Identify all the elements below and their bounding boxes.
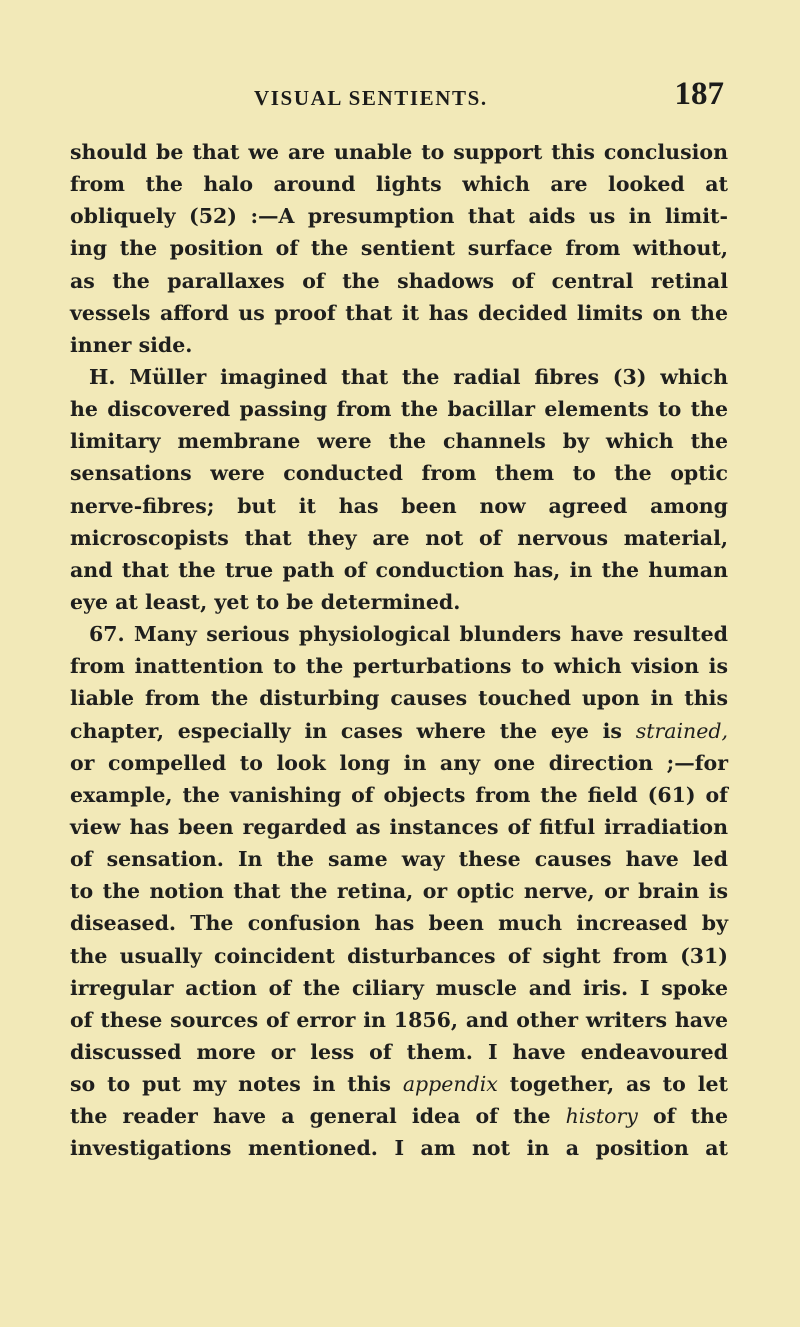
text-line: obliquely (52) :—A presumption that aids us in limit- [70,204,728,229]
text-line: ing the position of the sentient surface from without, [70,236,728,261]
text-line: from the halo around lights which are looked at [70,172,728,197]
text-line-content: 67. Many serious physiological blunders have resulted [89,622,728,647]
text-line: nerve-fibres; but it has been now agreed among [70,493,728,518]
text-line: limitary membrane were the channels by which the [70,429,728,454]
text-line: sensations were conducted from them to the optic [70,461,728,486]
text-line: should be that we are unable to support this conclusion [70,140,728,164]
text-line-indented [70,618,728,650]
text-line: of these sources of error in 1856, and other writers have [70,1007,728,1032]
text-segment: the reader have a general idea of the [70,1104,566,1129]
italic-word: strained, [635,718,728,743]
text-line: vessels afford us proof that it has decided limits on the [70,300,728,325]
italic-word: history [565,1104,638,1129]
text-line: discussed more or less of them. I have endeavoured [70,1039,728,1064]
text-line: diseased. The confusion has been much increased by [70,911,728,936]
text-line: example, the vanishing of objects from the field (61) of [70,782,728,807]
text-line [70,1100,728,1132]
text-line: from inattention to the perturbations to which vision is [70,654,728,679]
text-line: investigations mentioned. I am not in a position at [70,1136,728,1161]
text-line-indented [70,361,728,393]
text-line: as the parallaxes of the shadows of central retinal [70,268,728,293]
text-line: of sensation. In the same way these causes have led [70,847,728,872]
text-line: he discovered passing from the bacillar elements to the [70,397,728,422]
text-line: or compelled to look long in any one direction ;—for [70,750,728,775]
text-line: microscopists that they are not of nervous material, [70,525,728,550]
text-segment: so to put my notes in this [70,1072,403,1097]
text-line: inner side. [70,332,193,357]
text-line: irregular action of the ciliary muscle and iris. I spoke [70,975,728,1000]
text-segment: of the [637,1104,728,1129]
text-segment: together, as to let [497,1072,728,1097]
text-line: the usually coincident disturbances of sight from (31) [70,943,728,968]
text-segment: chapter, especially in cases where the eye is [70,718,636,743]
text-line: liable from the disturbing causes touched upon in this [70,686,728,711]
page-header [254,76,724,112]
text-line [70,1068,728,1100]
text-line: and that the true path of conduction has, in the human [70,557,728,582]
running-title: VISUAL SENTIENTS. [254,86,488,110]
text-line: view has been regarded as instances of fitful irradiation [70,814,728,839]
body-text [70,136,728,1165]
page-number: 187 [674,76,724,112]
text-line: to the notion that the retina, or optic nerve, or brain is [70,879,728,904]
text-line: eye at least, yet to be determined. [70,589,461,614]
text-line [70,715,728,747]
italic-word: appendix [402,1072,498,1097]
text-line-content: H. Müller imagined that the radial fibres (3) which [89,364,728,389]
